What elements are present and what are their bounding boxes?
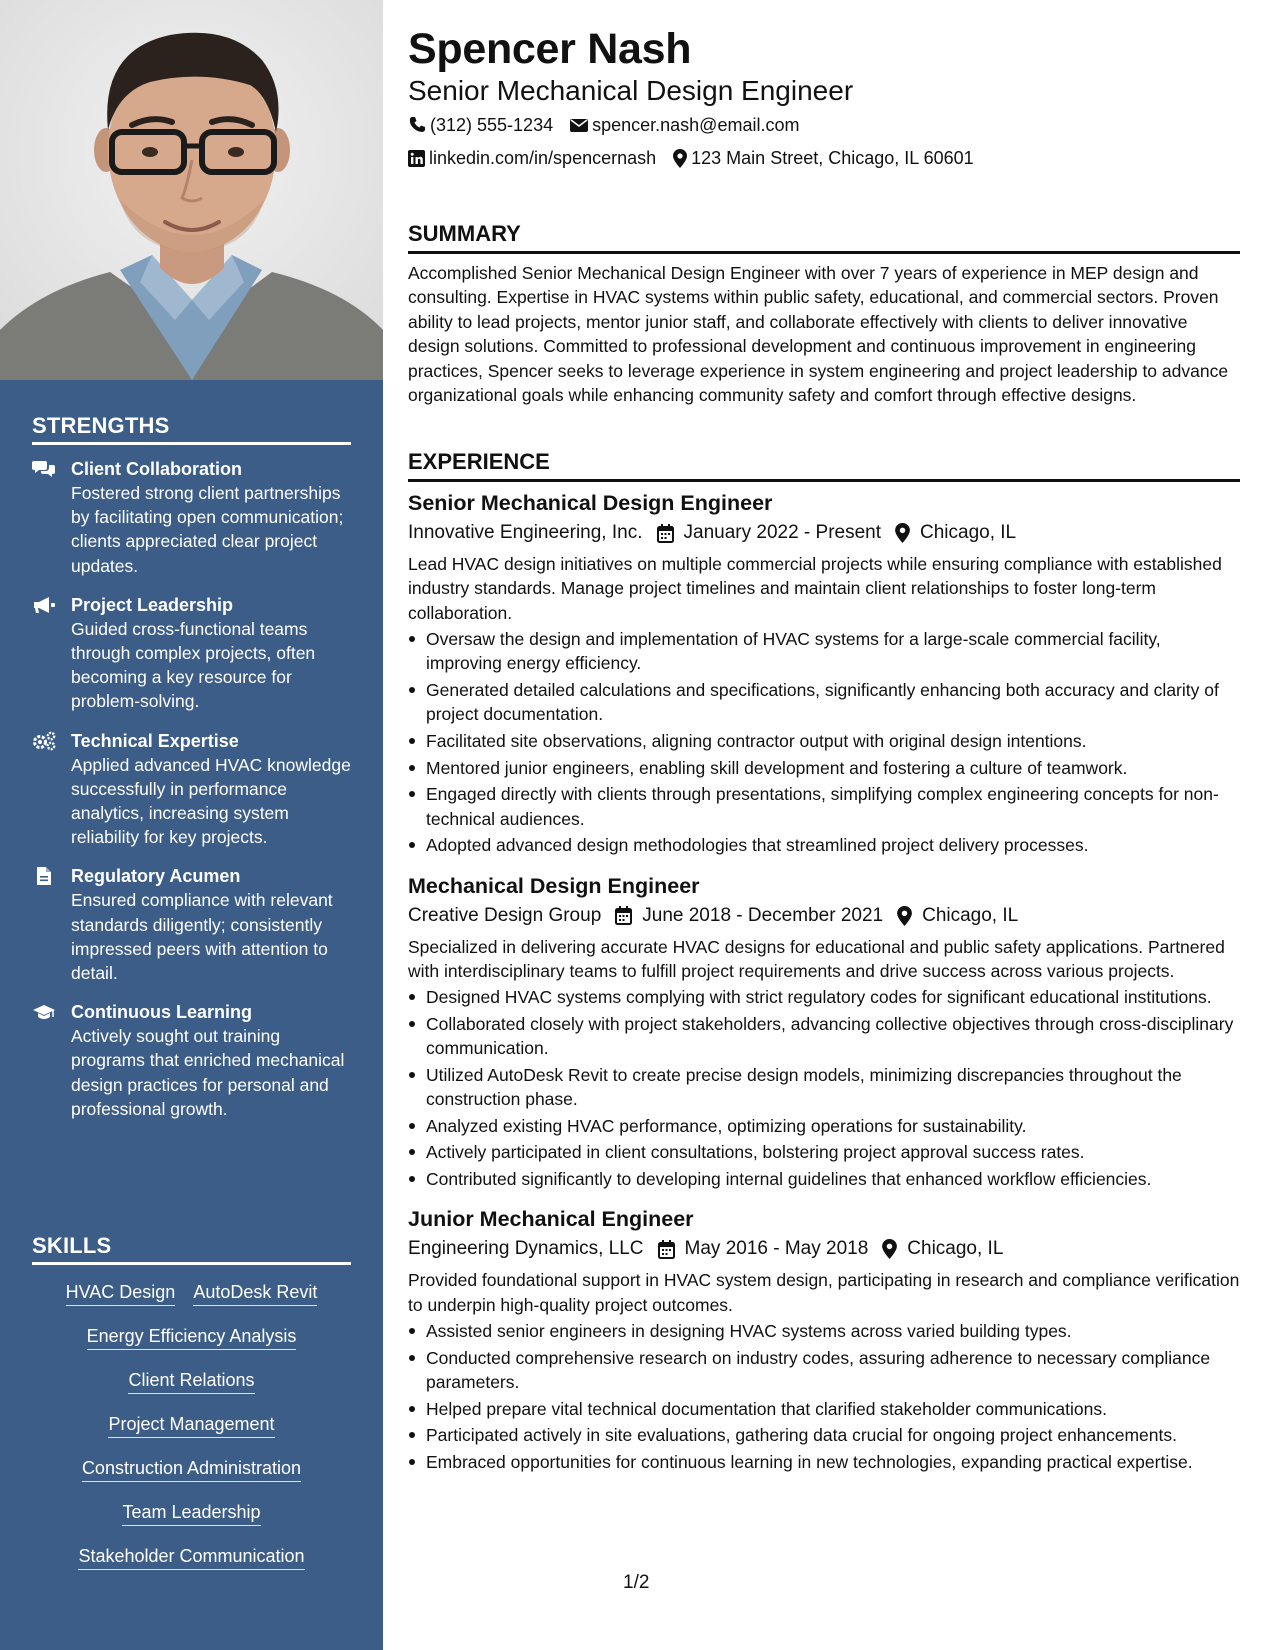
bullet-item: Conducted comprehensive research on industry codes, assuring adherence to necessary compliance parameters.: [408, 1346, 1240, 1395]
map-pin-icon: [882, 1239, 897, 1259]
address-contact: [673, 147, 974, 169]
calendar-icon: [615, 906, 632, 925]
strength-name: Continuous Learning: [71, 1002, 252, 1023]
calendar-icon: [658, 1240, 675, 1259]
page-number: 1/2: [623, 1572, 650, 1593]
job-entry: [408, 871, 1240, 1192]
experience-heading: EXPERIENCE: [408, 449, 1240, 482]
date-range: June 2018 - December 2021: [642, 904, 884, 926]
bullet-item: Oversaw the design and implementation of HVAC systems for a large-scale commercial facility, improving energy efficiency.: [408, 627, 1240, 676]
strengths-list: [32, 457, 351, 1121]
strength-description: Guided cross-functional teams through complex projects, often becoming a key resource for problem-solving.: [71, 618, 316, 712]
skill-tag: Stakeholder Communication: [78, 1545, 304, 1570]
job-title: Mechanical Design Engineer: [408, 873, 700, 898]
strength-description: Ensured compliance with relevant standards diligently; consistently impressed peers with attention to detail.: [71, 890, 333, 984]
profile-photo: [0, 0, 383, 380]
strengths-heading: STRENGTHS: [32, 413, 351, 445]
phone-number: (312) 555-1234: [430, 115, 554, 135]
bullet-item: Utilized AutoDesk Revit to create precise design models, minimizing discrepancies throughout the construction phase.: [408, 1063, 1240, 1112]
linkedin-contact[interactable]: [408, 147, 656, 169]
bullet-item: Engaged directly with clients through presentations, simplifying complex engineering concepts for non-technical audiences.: [408, 782, 1240, 831]
bullet-item: Actively participated in client consultations, bolstering project approval success rates.: [408, 1140, 1240, 1164]
bullet-item: Contributed significantly to developing internal guidelines that enhanced workflow efficiencies.: [408, 1167, 1240, 1191]
company-name: Innovative Engineering, Inc.: [408, 522, 643, 543]
company-name: Creative Design Group: [408, 904, 602, 926]
job-meta: [408, 901, 1240, 931]
skills-list: [32, 1281, 351, 1570]
summary-heading: SUMMARY: [408, 221, 1240, 254]
bullet-item: Adopted advanced design methodologies that streamlined project delivery processes.: [408, 833, 1240, 857]
megaphone-icon: [32, 595, 56, 615]
skill-tag: AutoDesk Revit: [193, 1281, 317, 1306]
date-range: May 2016 - May 2018: [684, 1238, 869, 1260]
map-pin-icon: [673, 149, 687, 168]
bullet-item: Embraced opportunities for continuous learning in new technologies, expanding practical expertise.: [408, 1450, 1240, 1474]
bullet-item: Generated detailed calculations and specifications, significantly enhancing both accuracy and clarity of project documentation.: [408, 678, 1240, 727]
gears-icon: [32, 731, 56, 751]
location-text: Chicago, IL: [920, 522, 1017, 543]
linkedin-icon: [408, 150, 425, 167]
experience-list: [408, 488, 1240, 1487]
company-name: Engineering Dynamics, LLC: [408, 1238, 644, 1260]
job-bullets: [408, 627, 1240, 858]
location-text: Chicago, IL: [922, 904, 1019, 926]
strength-description: Fostered strong client partnerships by facilitating open communication; clients appreciated clear project updates.: [71, 483, 344, 576]
phone-icon: [408, 116, 426, 134]
strength-item: [32, 729, 351, 850]
bullet-item: Helped prepare vital technical documentation that clarified stakeholder communications.: [408, 1397, 1240, 1421]
skill-tag: Project Management: [108, 1413, 274, 1438]
calendar-icon: [657, 524, 674, 543]
graduation-cap-icon: [32, 1002, 56, 1022]
strength-name: Client Collaboration: [71, 459, 242, 479]
skill-tag: Client Relations: [128, 1369, 254, 1394]
strength-item: [32, 457, 351, 578]
job-dates: [615, 901, 883, 931]
map-pin-icon: [895, 523, 910, 543]
bullet-item: Designed HVAC systems complying with strict regulatory codes for significant educational institutions.: [408, 985, 1240, 1009]
strength-name: Technical Expertise: [71, 730, 239, 751]
job-entry: [408, 488, 1240, 858]
job-bullets: [408, 1319, 1240, 1474]
skill-tag: Team Leadership: [122, 1501, 260, 1526]
skill-tag: HVAC Design: [66, 1281, 176, 1306]
bullet-item: Facilitated site observations, aligning contractor output with original design intentions.: [408, 729, 1240, 753]
job-bullets: [408, 985, 1240, 1191]
strength-item: [32, 1000, 351, 1121]
candidate-title: Senior Mechanical Design Engineer: [408, 75, 854, 106]
location-text: Chicago, IL: [907, 1238, 1004, 1260]
job-description: Lead HVAC design initiatives on multiple commercial projects while ensuring compliance with established industry standards. Manage project timelines and maintain client relationships to foster long-term collaboration.: [408, 554, 1222, 623]
date-range: January 2022 - Present: [683, 522, 882, 543]
document-icon: [32, 866, 56, 886]
strength-description: Applied advanced HVAC knowledge successfully in performance analytics, increasing system reliability for key projects.: [71, 754, 351, 848]
phone-contact[interactable]: [408, 114, 553, 136]
job-dates: [658, 1234, 869, 1264]
job-entry: [408, 1204, 1240, 1474]
skills-section: [32, 1233, 351, 1589]
bullet-item: Participated actively in site evaluations, gathering data crucial for ongoing project enhancements.: [408, 1423, 1240, 1447]
contact-row: [408, 114, 816, 136]
strengths-section: [32, 413, 351, 1136]
summary-text: Accomplished Senior Mechanical Design Engineer with over 7 years of experience in MEP design and consulting. Expertise in HVAC systems within public safety, educational, and commercial sectors. Proven ability to lead projects, mentor junior staff, and collaborate effectively with clients to deliver innovative design solutions. Committed to professional development and continuous improvement in engineering practices, Spencer seeks to leverage experience in system engineering and project leadership to advance organizational goals while enhancing community safety and comfort through effective designs.: [408, 263, 1229, 406]
skills-heading: SKILLS: [32, 1233, 351, 1265]
job-location: [882, 1234, 1003, 1264]
job-description: Specialized in delivering accurate HVAC designs for educational and public safety applications. Partnered with interdisciplinary teams to fulfill project requirements and drive success across various projects.: [408, 936, 1225, 981]
job-title: Senior Mechanical Design Engineer: [408, 491, 773, 515]
street-address: 123 Main Street, Chicago, IL 60601: [691, 148, 974, 168]
job-meta: [408, 1234, 1240, 1264]
strength-name: Regulatory Acumen: [71, 866, 241, 887]
envelope-icon: [570, 117, 588, 133]
bullet-item: Analyzed existing HVAC performance, optimizing operations for sustainability.: [408, 1114, 1240, 1138]
bullet-item: Collaborated closely with project stakeholders, advancing collective objectives through cross-disciplinary communication.: [408, 1012, 1240, 1061]
job-title: Junior Mechanical Engineer: [408, 1207, 694, 1232]
strength-item: [32, 593, 351, 714]
sidebar: [0, 0, 383, 1650]
strength-description: Actively sought out training programs that enriched mechanical design practices for personal and professional growth.: [71, 1026, 345, 1119]
skill-tag: Construction Administration: [82, 1457, 301, 1482]
candidate-name: Spencer Nash: [408, 25, 692, 73]
bullet-item: Assisted senior engineers in designing HVAC systems across varied building types.: [408, 1319, 1240, 1343]
job-location: [895, 518, 1016, 548]
strength-item: [32, 864, 351, 985]
email-address: spencer.nash@email.com: [592, 115, 800, 135]
job-location: [897, 901, 1018, 931]
skill-tag: Energy Efficiency Analysis: [87, 1325, 297, 1350]
job-description: Provided foundational support in HVAC system design, participating in research and compliance verification to underpin high-quality project outcomes.: [408, 1270, 1240, 1315]
job-meta: [408, 518, 1240, 548]
chat-bubbles-icon: [32, 459, 56, 479]
email-contact[interactable]: [570, 114, 799, 136]
map-pin-icon: [897, 906, 912, 926]
linkedin-url: linkedin.com/in/spencernash: [429, 148, 657, 168]
bullet-item: Mentored junior engineers, enabling skill development and fostering a culture of teamwork.: [408, 756, 1240, 780]
job-dates: [657, 518, 882, 548]
contact-row: [408, 147, 991, 169]
strength-name: Project Leadership: [71, 594, 234, 615]
